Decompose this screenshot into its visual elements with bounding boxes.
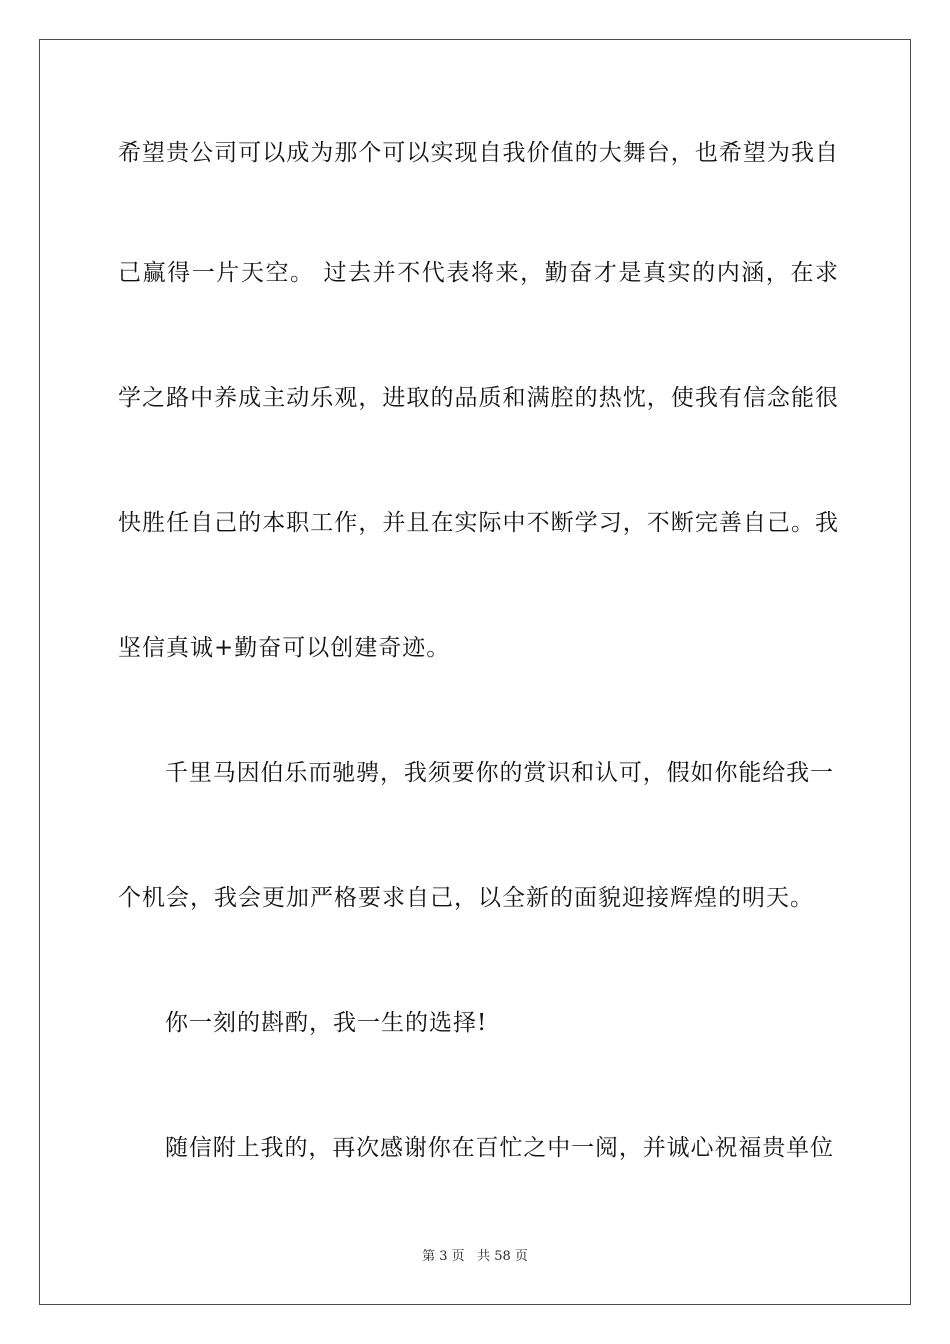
paragraph-2-line-1: 千里马因伯乐而驰骋，我须要你的赏识和认可，假如你能给我一 <box>165 760 833 786</box>
page-number: 第 3 页 <box>422 1249 465 1264</box>
paragraph-2-line-2: 个机会，我会更加严格要求自己，以全新的面貌迎接辉煌的明天。 <box>118 885 814 911</box>
body-line-4: 快胜任自己的本职工作，并且在实际中不断学习，不断完善自己。我 <box>118 510 838 536</box>
body-line-3: 学之路中养成主动乐观，进取的品质和满腔的热忱，使我有信念能很 <box>118 385 838 411</box>
paragraph-4-line-1: 随信附上我的，再次感谢你在百忙之中一阅，并诚心祝福贵单位 <box>165 1135 833 1161</box>
page-total: 共 58 页 <box>477 1249 528 1264</box>
body-line-1: 希望贵公司可以成为那个可以实现自我价值的大舞台，也希望为我自 <box>118 140 838 166</box>
body-line-5: 坚信真诚+勤奋可以创建奇迹。 <box>118 635 451 661</box>
body-line-2: 己赢得一片天空。 过去并不代表将来，勤奋才是真实的内涵，在求 <box>118 260 838 286</box>
paragraph-3-line-1: 你一刻的斟酌，我一生的选择! <box>165 1010 488 1036</box>
page-border <box>39 39 911 1305</box>
page-footer <box>0 1248 950 1266</box>
